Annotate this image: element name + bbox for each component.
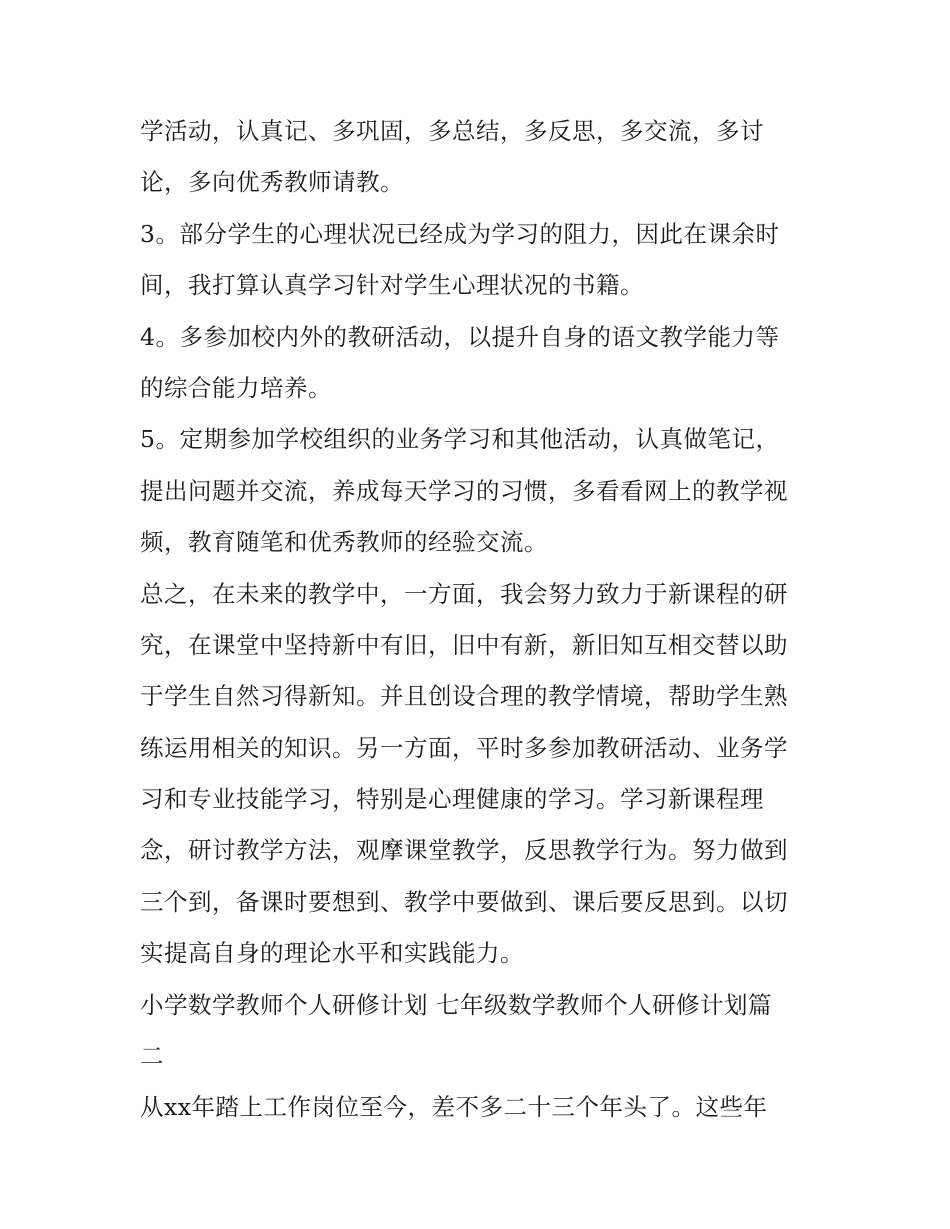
text-line: 间，我打算认真学习针对学生心理状况的书籍。 — [140, 271, 644, 300]
text-line: 的综合能力培养。 — [140, 373, 332, 402]
text-line: 3。部分学生的心理状况已经成为学习的阻力，因此在课余时 — [140, 219, 780, 248]
text-line: 于学生自然习得新知。并且创设合理的教学情境，帮助学生熟 — [140, 682, 788, 711]
text-line: 论，多向优秀教师请教。 — [140, 168, 404, 197]
text-line: 习和专业技能学习，特别是心理健康的学习。学习新课程理 — [140, 785, 764, 814]
text-line: 二 — [140, 1042, 164, 1071]
text-line: 4。多参加校内外的教研活动，以提升自身的语文教学能力等 — [140, 322, 780, 351]
text-line: 三个到，备课时要想到、教学中要做到、课后要反思到。以切 — [140, 887, 788, 916]
text-line: 频，教育随笔和优秀教师的经验交流。 — [140, 528, 548, 557]
text-line: 练运用相关的知识。另一方面，平时多参加教研活动、业务学 — [140, 733, 788, 762]
document-body — [140, 106, 830, 1134]
text-line: 学活动，认真记、多巩固，多总结，多反思，多交流，多讨 — [140, 117, 764, 145]
text-line: 小学数学教师个人研修计划 七年级数学教师个人研修计划篇 — [140, 990, 772, 1019]
text-line: 5。定期参加学校组织的业务学习和其他活动，认真做笔记， — [140, 425, 780, 454]
text-line: 究，在课堂中坚持新中有旧，旧中有新，新旧知互相交替以助 — [140, 630, 788, 659]
text-line: 总之，在未来的教学中，一方面，我会努力致力于新课程的研 — [140, 579, 788, 608]
text-line: 从xx年踏上工作岗位至今，差不多二十三个年头了。这些年 — [140, 1093, 768, 1122]
text-line: 念，研讨教学方法，观摩课堂教学，反思教学行为。努力做到 — [140, 836, 788, 865]
text-line: 提出问题并交流，养成每天学习的习惯，多看看网上的教学视 — [140, 476, 788, 505]
text-line: 实提高自身的理论水平和实践能力。 — [140, 939, 524, 968]
